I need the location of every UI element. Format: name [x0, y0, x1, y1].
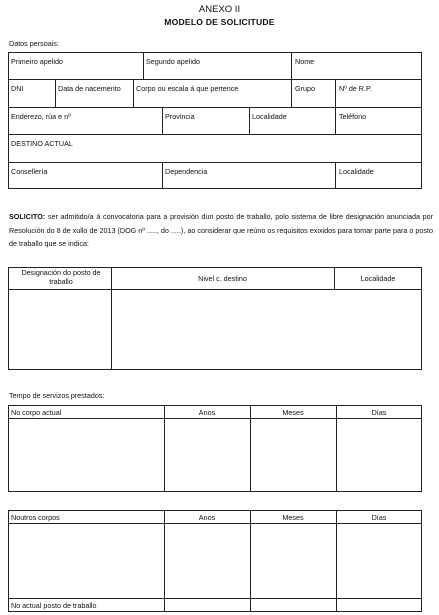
post-locality-field[interactable]: Localidade: [339, 167, 374, 176]
province-field[interactable]: Provincia: [165, 112, 195, 121]
personal-data-label: Datos persoais:: [9, 39, 59, 48]
col-divider: [291, 52, 292, 79]
body-scale-field[interactable]: Corpo ou escala á que pertence: [136, 84, 239, 93]
rp-number-field[interactable]: Nº de R.P.: [339, 84, 372, 93]
form-title: MODELO DE SOLICITUDE: [164, 17, 275, 27]
address-field[interactable]: Enderezo, rúa e nº: [11, 112, 71, 121]
post-locality-header: Localidade: [360, 274, 396, 283]
group-field[interactable]: Grupo: [295, 84, 315, 93]
col-divider: [250, 405, 251, 492]
first-surname-field[interactable]: Primeiro apelido: [11, 57, 63, 66]
row-divider: [8, 598, 422, 599]
second-surname-field[interactable]: Segundo apelido: [146, 57, 200, 66]
row-divider: [8, 162, 422, 163]
days-header: Días: [371, 408, 387, 417]
col-divider: [55, 79, 56, 107]
years-header: Anos: [198, 408, 216, 417]
row-divider: [8, 523, 422, 524]
destination-level-header: Nivel c. destino: [198, 274, 247, 283]
col-divider: [162, 107, 163, 134]
current-body-header: No corpo actual: [11, 408, 62, 417]
row-divider: [8, 418, 422, 419]
post-designation-header: Designación do posto de traballo: [21, 268, 101, 286]
col-divider: [335, 162, 336, 189]
col-divider: [250, 510, 251, 612]
col-divider: [336, 510, 337, 612]
col-divider: [335, 79, 336, 107]
phone-field[interactable]: Teléfono: [339, 112, 367, 121]
current-post-field[interactable]: DESTINO ACTUAL: [11, 139, 73, 148]
col-divider: [249, 107, 250, 134]
col-divider: [291, 79, 292, 107]
col-divider: [164, 510, 165, 612]
name-field[interactable]: Nome: [295, 57, 315, 66]
annex-title: ANEXO II: [198, 4, 241, 15]
col-divider: [162, 162, 163, 189]
dni-field[interactable]: DNI: [11, 84, 24, 93]
other-bodies-table: [8, 510, 422, 612]
years-header: Anos: [198, 513, 216, 522]
row-divider: [8, 289, 422, 290]
request-text: ser admitido/a á convocatoria para a provisión dun posto de traballo, polo sistema de libre designación anunciada por Resolución do 8 de xullo de 2013 (DOG nº ....., do .....), ao considerar que reúno os requisitos exixidos para tomar parte para o posto de traballo que se indica:: [9, 212, 433, 248]
col-divider: [335, 107, 336, 134]
months-header: Meses: [282, 513, 304, 522]
row-divider: [8, 134, 422, 135]
birth-date-field[interactable]: Data de nacemento: [58, 84, 121, 93]
locality-field[interactable]: Localidade: [252, 112, 287, 121]
row-divider: [8, 107, 422, 108]
service-time-label: Tempo de servizos prestados:: [9, 391, 105, 400]
row-divider: [8, 79, 422, 80]
days-header: Días: [371, 513, 387, 522]
col-divider: [133, 79, 134, 107]
col-divider: [164, 405, 165, 492]
months-header: Meses: [282, 408, 304, 417]
current-post-row-label: No actual posto de traballo: [11, 601, 97, 610]
request-lead: SOLICITO:: [9, 212, 46, 221]
request-paragraph: [9, 210, 433, 251]
col-divider: [143, 52, 144, 79]
col-divider: [336, 405, 337, 492]
dependency-field[interactable]: Dependencia: [165, 167, 208, 176]
other-bodies-header: Noutros corpos: [11, 513, 60, 522]
department-field[interactable]: Consellería: [11, 167, 48, 176]
